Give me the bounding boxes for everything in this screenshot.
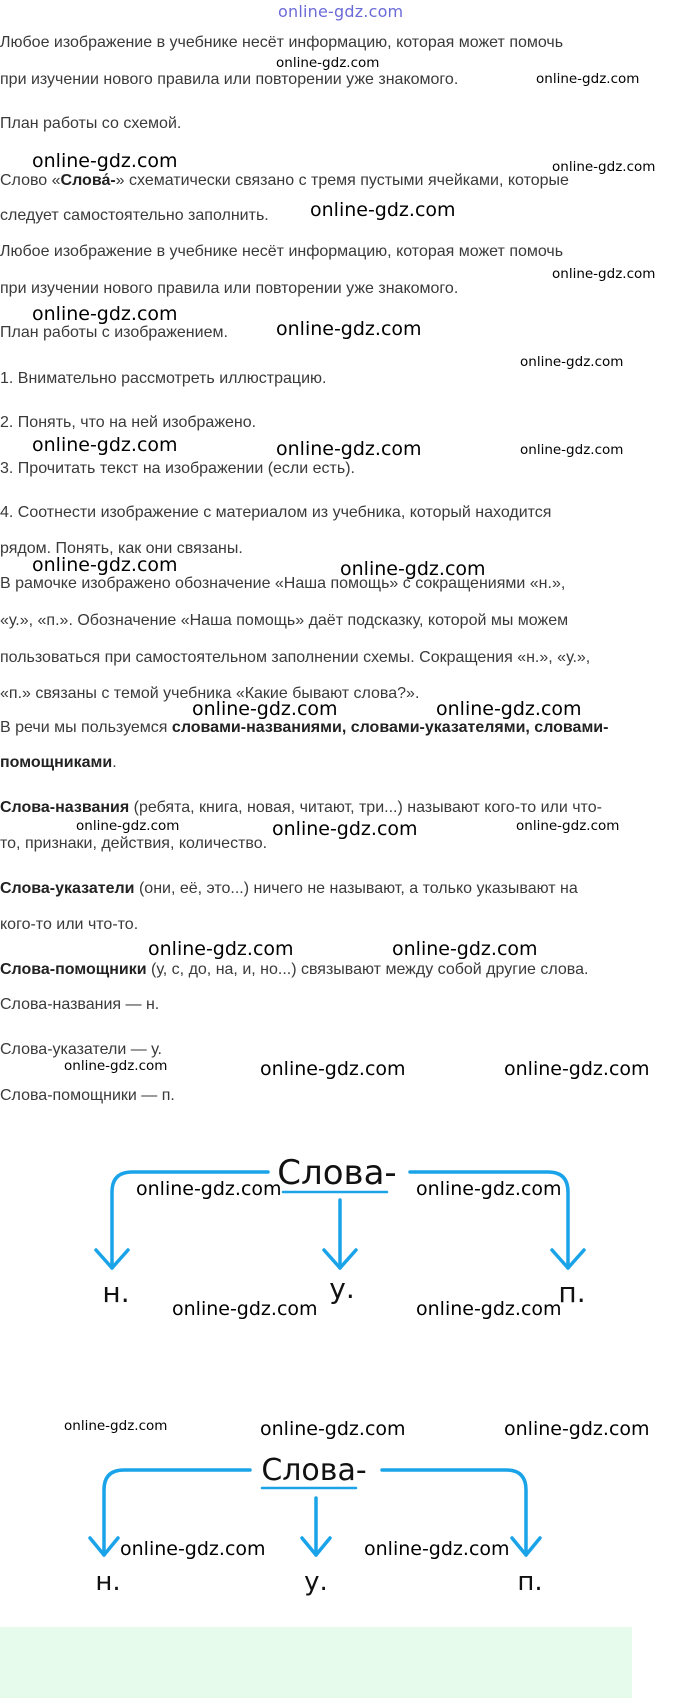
watermark: online-gdz.com [552,159,656,175]
watermark: online-gdz.com [32,150,178,172]
watermark: online-gdz.com [536,71,640,87]
list-item: 4. Соотнести изображение с материалом из учебника, который находится [0,504,552,521]
watermark: online-gdz.com [276,318,422,340]
scheme-title: Слова- [277,1153,397,1193]
paragraph-line: Слова-помощники (у, с, до, на, и, но...) связывают между собой другие слова. [0,961,589,978]
paragraph-line: Слова-названия (ребята, книга, новая, читают, три...) называют кого-то или что- [0,799,602,816]
list-item: 2. Понять, что на ней изображено. [0,414,257,431]
watermark: online-gdz.com [32,303,178,325]
list-item: рядом. Понять, как они связаны. [0,540,243,557]
scheme-left-label: н. [102,1276,130,1309]
paragraph-line: В рамочке изображено обозначение «Наша помощь» с сокращениями «н.», [0,575,566,592]
watermark: online-gdz.com [276,55,380,71]
watermark: online-gdz.com [136,1178,282,1200]
paragraph-line: следует самостоятельно заполнить. [0,207,269,224]
paragraph-heading: План работы со схемой. [0,115,182,132]
paragraph-line: «у.», «п.». Обозначение «Наша помощь» даёт подсказку, которой мы можем [0,612,569,629]
paragraph-line: кого-то или что-то. [0,916,139,933]
paragraph-line: Любое изображение в учебнике несёт информацию, которая может помочь [0,243,564,260]
watermark: online-gdz.com [64,1418,168,1434]
scheme-right-label: п. [517,1567,543,1597]
watermark: online-gdz.com [310,199,456,221]
watermark: online-gdz.com [436,698,582,720]
abbreviation-line: Слова-помощники — п. [0,1087,175,1104]
paragraph-line: «п.» связаны с темой учебника «Какие бывают слова?». [0,685,420,702]
scheme-middle-label: у. [304,1567,328,1597]
scheme-left-label: н. [95,1567,121,1597]
watermark: online-gdz.com [260,1058,406,1080]
paragraph-line: пользоваться при самостоятельном заполнении схемы. Сокращения «н.», «у.», [0,649,591,666]
word-scheme [0,1440,680,1600]
list-item: 1. Внимательно рассмотреть иллюстрацию. [0,370,327,387]
watermark: online-gdz.com [120,1538,266,1560]
watermark: online-gdz.com [192,698,338,720]
watermark: online-gdz.com [272,818,418,840]
watermark-top: online-gdz.com [278,2,404,21]
watermark: online-gdz.com [392,938,538,960]
paragraph-line: Слово «Слова́-» схематически связано с тремя пустыми ячейками, которые [0,172,569,189]
abbreviation-line: Слова-названия — н. [0,996,160,1013]
watermark: online-gdz.com [32,434,178,456]
watermark: online-gdz.com [416,1178,562,1200]
scheme-middle-label: у. [329,1272,355,1305]
watermark: online-gdz.com [276,438,422,460]
watermark: online-gdz.com [148,938,294,960]
watermark: online-gdz.com [504,1058,650,1080]
paragraph-line: при изучении нового правила или повторении уже знакомого. [0,280,459,297]
list-item: 3. Прочитать текст на изображении (если есть). [0,460,355,477]
watermark: online-gdz.com [520,354,624,370]
paragraph-line: то, признаки, действия, количество. [0,835,268,852]
scheme-right-label: п. [558,1276,586,1309]
watermark: online-gdz.com [64,1058,168,1074]
watermark: online-gdz.com [340,558,486,580]
paragraph-line: Любое изображение в учебнике несёт информацию, которая может помочь [0,34,564,51]
paragraph-line: при изучении нового правила или повторении уже знакомого. [0,71,459,88]
watermark: online-gdz.com [504,1418,650,1440]
watermark: online-gdz.com [260,1418,406,1440]
watermark: online-gdz.com [32,554,178,576]
answer-box [0,1627,632,1698]
scheme-title: Слова- [261,1453,367,1488]
watermark: online-gdz.com [520,442,624,458]
watermark: online-gdz.com [552,266,656,282]
paragraph-heading: План работы с изображением. [0,324,228,341]
watermark: online-gdz.com [76,818,180,834]
paragraph-line: Слова-указатели (они, её, это...) ничего не называют, а только указывают на [0,880,578,897]
watermark: online-gdz.com [516,818,620,834]
word-scheme [0,1150,680,1310]
watermark: online-gdz.com [416,1298,562,1320]
abbreviation-line: Слова-указатели — у. [0,1041,162,1058]
paragraph-line: В речи мы пользуемся словами-названиями, словами-указателями, словами- [0,719,609,736]
watermark: online-gdz.com [364,1538,510,1560]
watermark: online-gdz.com [172,1298,318,1320]
paragraph-line: помощниками. [0,754,117,771]
